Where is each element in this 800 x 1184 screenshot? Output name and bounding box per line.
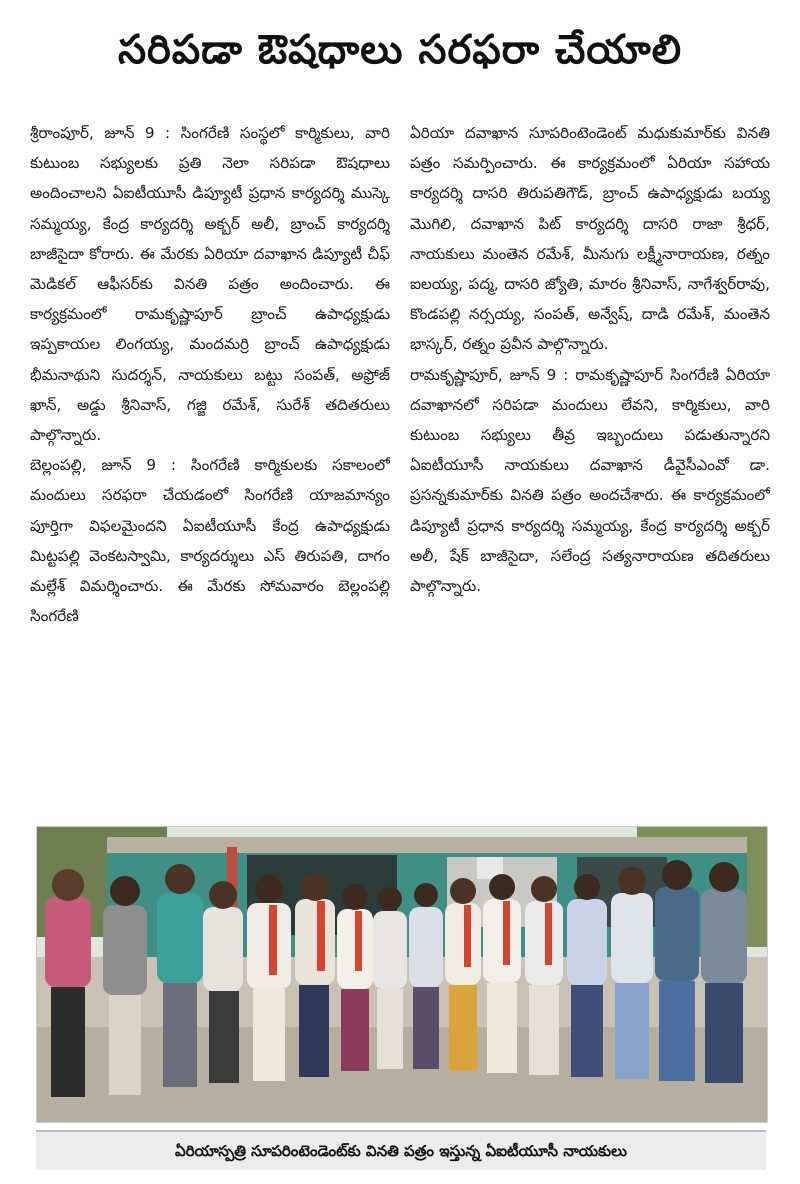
news-photo [36,826,768,1123]
article-body [30,118,770,808]
paragraph: ఏరియా దవాఖాన సూపరింటెండెంట్ మధుకుమార్‌కు వినతి పత్రం సమర్పించారు. ఈ కార్యక్రమంలో ఏరియా సహాయ కార్యదర్శి దాసరి తిరుపతిగౌడ్, బ్రాంచ్ ఉపాధ్యక్షుడు బయ్య మొగిలి, దవాఖాన పిట్ కార్యదర్శి దాసరి రాజా శ్రీధర్, నాయకులు మంతెన రమేశ్, మీనుగు లక్ష్మీనారాయణ, రత్నం ఐలయ్య, పద్మ, దాసరి జ్యోతి, మారం శ్రీనివాస్, నాగేశ్వర్‌రావు, కొండపల్లి నర్సయ్య, సంపత్, అన్వేష్, దాడి రమేశ్, మంతెన భాస్కర్, రత్నం ప్రవీన పాల్గొన్నారు. [410,124,770,354]
paragraph: బెల్లంపల్లి, జూన్ 9 : సింగరేణి కార్మికులకు సకాలంలో మందులు సరఫరా చేయడంలో సింగరేణి యాజమాన్యం పూర్తిగా విఫలమైందని ఏఐటీయూసీ కేంద్ర ఉపాధ్యక్షుడు మిట్టపల్లి వెంకటస్వామి, కార్యదర్శులు ఎస్ తిరుపతి, దాగం మల్లేశ్ విమర్శించారు. ఈ మేరకు సోమవారం బెల్లంపల్లి సింగరేణి [30,456,390,626]
column-right [410,118,770,808]
paragraph: రామకృష్ణాపూర్, జూన్ 9 : రామకృష్ణాపూర్ సింగరేణి ఏరియా దవాఖానలో సరిపడా మందులు లేవని, కార్మికులు, వారి కుటుంబ సభ్యులు తీవ్ర ఇబ్బందులు పడుతున్నారని ఏఐటీయూసీ నాయకులు దవాఖాన డీవైసీఎంవో డా. ప్రసన్నకుమార్‌కు వినతి పత్రం అందచేశారు. ఈ కార్యక్రమంలో డిప్యూటీ ప్రధాన కార్యదర్శి సమ్మయ్య, కేంద్ర కార్యదర్శి అక్బర్ అలీ, షేక్ బాజీసైదా, సలేంద్ర సత్యనారాయణ తదితరులు పాల్గొన్నారు. [410,365,770,596]
paragraph: శ్రీరాంపూర్, జూన్ 9 : సింగరేణి సంస్థలో కార్మికులు, వారి కుటుంబ సభ్యులకు ప్రతి నెలా సరిపడా ఔషధాలు అందించాలని ఏఐటీయూసీ డిప్యూటీ ప్రధాన కార్యదర్శి ముస్కె సమ్మయ్య, కేంద్ర కార్యదర్శి అక్బర్ అలీ, బ్రాంచ్ కార్యదర్శి బాజీసైదా కోరారు. ఈ మేరకు ఏరియా దవాఖాన డిప్యూటీ చీఫ్ మెడికల్ ఆఫీసర్‌కు వినతి పత్రం అందించారు. ఈ కార్యక్రమంలో రామకృష్ణాపూర్ బ్రాంచ్ ఉపాధ్యక్షుడు ఇప్పకాయల లింగయ్య, మందమర్రి బ్రాంచ్ ఉపాధ్యక్షుడు భీమనాథుని సుదర్శన్, నాయకులు బట్టు సంపత్, అఫ్రోజ్ ఖాన్, అడ్డు శ్రీనివాస్, గజ్జి రమేశ్, సురేశ్ తదితరులు పాల్గొన్నారు. [30,124,390,445]
photo-caption: ఏరియాస్పత్రి సూపరింటెండెంట్‌కు వినతి పత్రం ఇస్తున్న ఏఐటీయూసీ నాయకులు [36,1130,766,1170]
column-left [30,118,390,808]
headline: సరిపడా ఔషధాలు సరఫరా చేయాలి [117,27,683,73]
